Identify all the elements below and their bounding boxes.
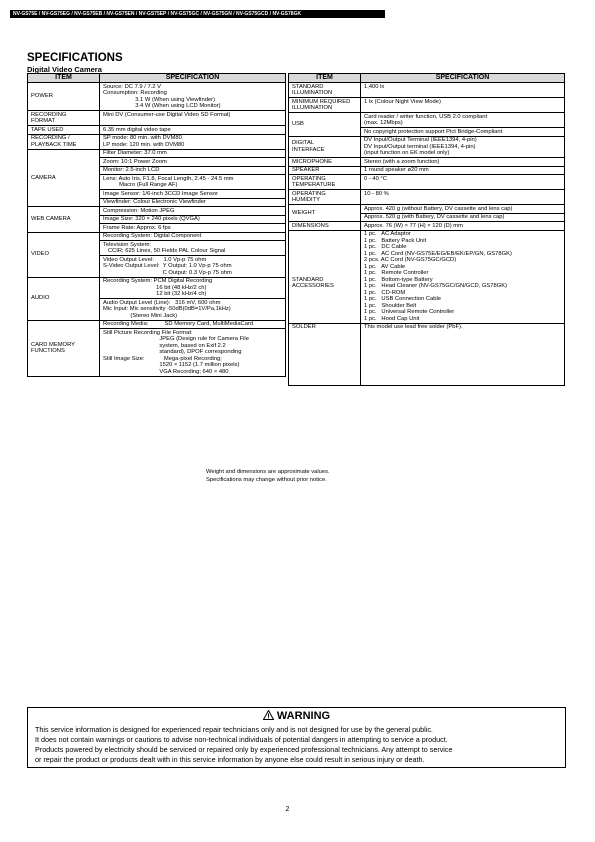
spec-table-left xyxy=(27,73,286,377)
spec-item-minimum-required-illumination: MINIMUM REQUIRED ILLUMINATION xyxy=(289,98,361,113)
spec-value: 1,400 lx xyxy=(361,83,565,98)
warning-box xyxy=(27,707,566,768)
warning-line: or repair the product or products dealt with in this service information by anyone else could result in serious injury or death. xyxy=(35,755,425,764)
table-row xyxy=(28,126,286,135)
note-line: Specifications may change without prior notice. xyxy=(206,477,327,483)
spec-value: Still Picture Recording File Format: JPEG (Design rule for Camera File system, based on Exif 2.2 standard), DPOF corresponding Still Image Size: Mega-pixel Recording; 1520 × 1152 (1.7 million pixels) VGA Recording; 640 × 480 xyxy=(100,329,286,377)
spec-value: 1 pc. AC Adaptor 1 pc. Battery Pack Unit 1 pc. DC Cable 1 pc. AC Cord (NV-GS75E/EG/EB/EK/EP/GN, GS78GK) 2 pcs. AC Cord (NV-GS75GC/GCD) 1 pc. AV Cable 1 pc. Remote Controller 1 pc. Bottom-type Battery 1 pc. Head Cleaner (NV-GS75GC/GN/GCD, GS78GK) 1 pc. CD-ROM 1 pc. USB Connection Cable 1 pc. Shoulder Belt 1 pc. Universal Remote Controller 1 pc. Hood Cap Unit xyxy=(361,230,565,323)
spec-item-dimensions: DIMENSIONS xyxy=(289,222,361,231)
spec-value: Image Sensor: 1/6-inch 3CCD Image Sensor xyxy=(100,190,286,199)
spec-notes xyxy=(206,468,330,484)
spec-value: SP mode: 80 min. with DVM80 LP mode: 120 min. with DVM80 xyxy=(100,134,286,149)
warning-title: WARNING xyxy=(276,710,331,722)
spec-item-operating-temperature: OPERATING TEMPERATURE xyxy=(289,175,361,190)
page-number: 2 xyxy=(285,806,290,813)
column-header-specification: SPECIFICATION xyxy=(361,74,565,83)
warning-text xyxy=(35,725,560,765)
spec-value: This model use lead free solder (PbF). xyxy=(361,323,565,385)
spec-value: Approx. 420 g (without Battery, DV cassette and lens cap) xyxy=(361,205,565,214)
warning-triangle-icon xyxy=(263,710,274,720)
spec-value: Frame Rate: Approx. 6 fps xyxy=(100,224,286,233)
spec-value: Image Size: 320 × 240 pixels (QVGA) xyxy=(100,215,286,224)
table-row xyxy=(289,136,565,158)
spec-value: Viewfinder: Colour Electronic Viewfinder xyxy=(100,198,286,207)
page-title: SPECIFICATIONS xyxy=(27,52,123,64)
table-row xyxy=(28,134,286,149)
table-row xyxy=(289,98,565,113)
spec-item-usb: USB xyxy=(289,113,361,137)
spec-item-power: POWER xyxy=(28,83,100,111)
spec-value: Filter Diameter: 37.0 mm xyxy=(100,149,286,158)
table-row xyxy=(289,175,565,190)
warning-heading xyxy=(28,710,565,722)
spec-value: 0 - 40 °C xyxy=(361,175,565,190)
page-subtitle: Digital Video Camera xyxy=(27,65,102,74)
column-header-item: ITEM xyxy=(28,74,100,83)
spec-item-web-camera: WEB CAMERA xyxy=(28,207,100,233)
table-row xyxy=(28,320,286,329)
spec-item-audio: AUDIO xyxy=(28,277,100,320)
table-row xyxy=(28,149,286,158)
spec-item-digital-interface: DIGITAL INTERFACE xyxy=(289,136,361,158)
spec-item-camera: CAMERA xyxy=(28,149,100,207)
note-line: Weight and dimensions are approximate values. xyxy=(206,469,330,475)
spec-item-solder: SOLDER xyxy=(289,323,361,385)
spec-value: Stereo (with a zoom function) xyxy=(361,158,565,167)
table-row xyxy=(28,111,286,126)
column-header-specification: SPECIFICATION xyxy=(100,74,286,83)
spec-value: 1 round speaker ø20 mm xyxy=(361,166,565,175)
table-row xyxy=(28,232,286,241)
column-header-item: ITEM xyxy=(289,74,361,83)
table-row xyxy=(289,158,565,167)
spec-item-standard-accessories: STANDARD ACCESSORIES xyxy=(289,230,361,323)
spec-value: Recording System: Digital Component xyxy=(100,232,286,241)
table-row xyxy=(289,222,565,231)
spec-value: No copyright protection support Pict Bridge-Compliant xyxy=(361,128,565,137)
spec-item-tape-used: TAPE USED xyxy=(28,126,100,135)
spec-value: Mini DV (Consumer-use Digital Video SD Format) xyxy=(100,111,286,126)
spec-value: DV Input/Output Terminal (IEEE1394, 4-pin) DV Input/Output terminal (IEEE1394, 4-pin) (input function on EK model only) xyxy=(361,136,565,158)
table-row xyxy=(28,277,286,299)
table-row xyxy=(289,166,565,175)
spec-item-recording-format: RECORDING FORMAT xyxy=(28,111,100,126)
table-row xyxy=(289,230,565,323)
spec-value: Audio Output Level (Line): 316 mV, 600 ohm Mic Input: Mic sensitivity -50dB(0dB=1V/Pa,1kHz) (Stereo Mini Jack) xyxy=(100,299,286,321)
table-row xyxy=(289,83,565,98)
spec-value: Monitor: 2.5-inch LCD xyxy=(100,166,286,175)
spec-value: 1 lx (Colour Night View Mode) xyxy=(361,98,565,113)
spec-value: Card reader / writer function, USB 2.0 compliant (max. 12Mbps) xyxy=(361,113,565,128)
table-row xyxy=(289,205,565,214)
spec-value: 6.35 mm digital video tape xyxy=(100,126,286,135)
spec-value: Approx. 76 (W) × 77 (H) × 120 (D) mm xyxy=(361,222,565,231)
spec-value: Compression: Motion JPEG xyxy=(100,207,286,216)
spec-value: Approx. 520 g (with Battery, DV cassette and lens cap) xyxy=(361,213,565,222)
warning-line: It does not contain warnings or cautions to advise non-technical individuals of potential dangers in attempting to service a product. xyxy=(35,735,448,744)
spec-value: Source: DC 7.9 / 7.2 V Consumption: Recording 3.1 W (When using Viewfinder) 3.4 W (When using LCD Monitor) xyxy=(100,83,286,111)
spec-item-microphone: MICROPHONE xyxy=(289,158,361,167)
spec-value: Video Output Level: 1.0 Vp-p 75 ohm S-Video Output Level: Y Output: 1.0 Vp-p 75 ohm C Output: 0.3 Vp-p 75 ohm xyxy=(100,256,286,278)
table-row xyxy=(28,207,286,216)
spec-item-recording-playback-time: RECORDING / PLAYBACK TIME xyxy=(28,134,100,149)
spec-item-operating-humidity: OPERATING HUMIDITY xyxy=(289,190,361,205)
table-row xyxy=(289,190,565,205)
table-row xyxy=(289,113,565,128)
spec-value: Lens: Auto Iris, F1.8, Focal Length, 2.45 - 24.5 mm Macro (Full Range AF) xyxy=(100,175,286,190)
table-row xyxy=(289,323,565,385)
spec-item-standard-illumination: STANDARD ILLUMINATION xyxy=(289,83,361,98)
spec-value: Recording Media: SD Memory Card, MultiMediaCard xyxy=(100,320,286,329)
spec-value: 10 - 80 % xyxy=(361,190,565,205)
table-row xyxy=(28,83,286,111)
spec-item-card-memory-functions: CARD MEMORY FUNCTIONS xyxy=(28,320,100,376)
spec-value: Zoom: 10:1 Power Zoom xyxy=(100,158,286,167)
spec-value: Recording System: PCM Digital Recording 16 bit (48 kHz/2 ch) 12 bit (32 kHz/4 ch) xyxy=(100,277,286,299)
warning-line: Products powered by electricity should be serviced or repaired only by experienced professional technicians. Any attempt to service xyxy=(35,745,453,754)
warning-line: This service information is designed for experienced repair technicians only and is not designed for use by the general public. xyxy=(35,725,433,734)
spec-table-right xyxy=(288,73,565,386)
spec-item-video: VIDEO xyxy=(28,232,100,277)
model-header-bar: NV-GS75E / NV-GS75EG / NV-GS75EB / NV-GS75EN / NV-GS75EP / NV-GS75GC / NV-GS75GN / NV-GS75GCD / NV-GS78GK xyxy=(10,10,385,18)
spec-item-speaker: SPEAKER xyxy=(289,166,361,175)
spec-item-weight: WEIGHT xyxy=(289,205,361,222)
spec-value: Television System: CCIR; 625 Lines, 50 Fields PAL Colour Signal xyxy=(100,241,286,256)
